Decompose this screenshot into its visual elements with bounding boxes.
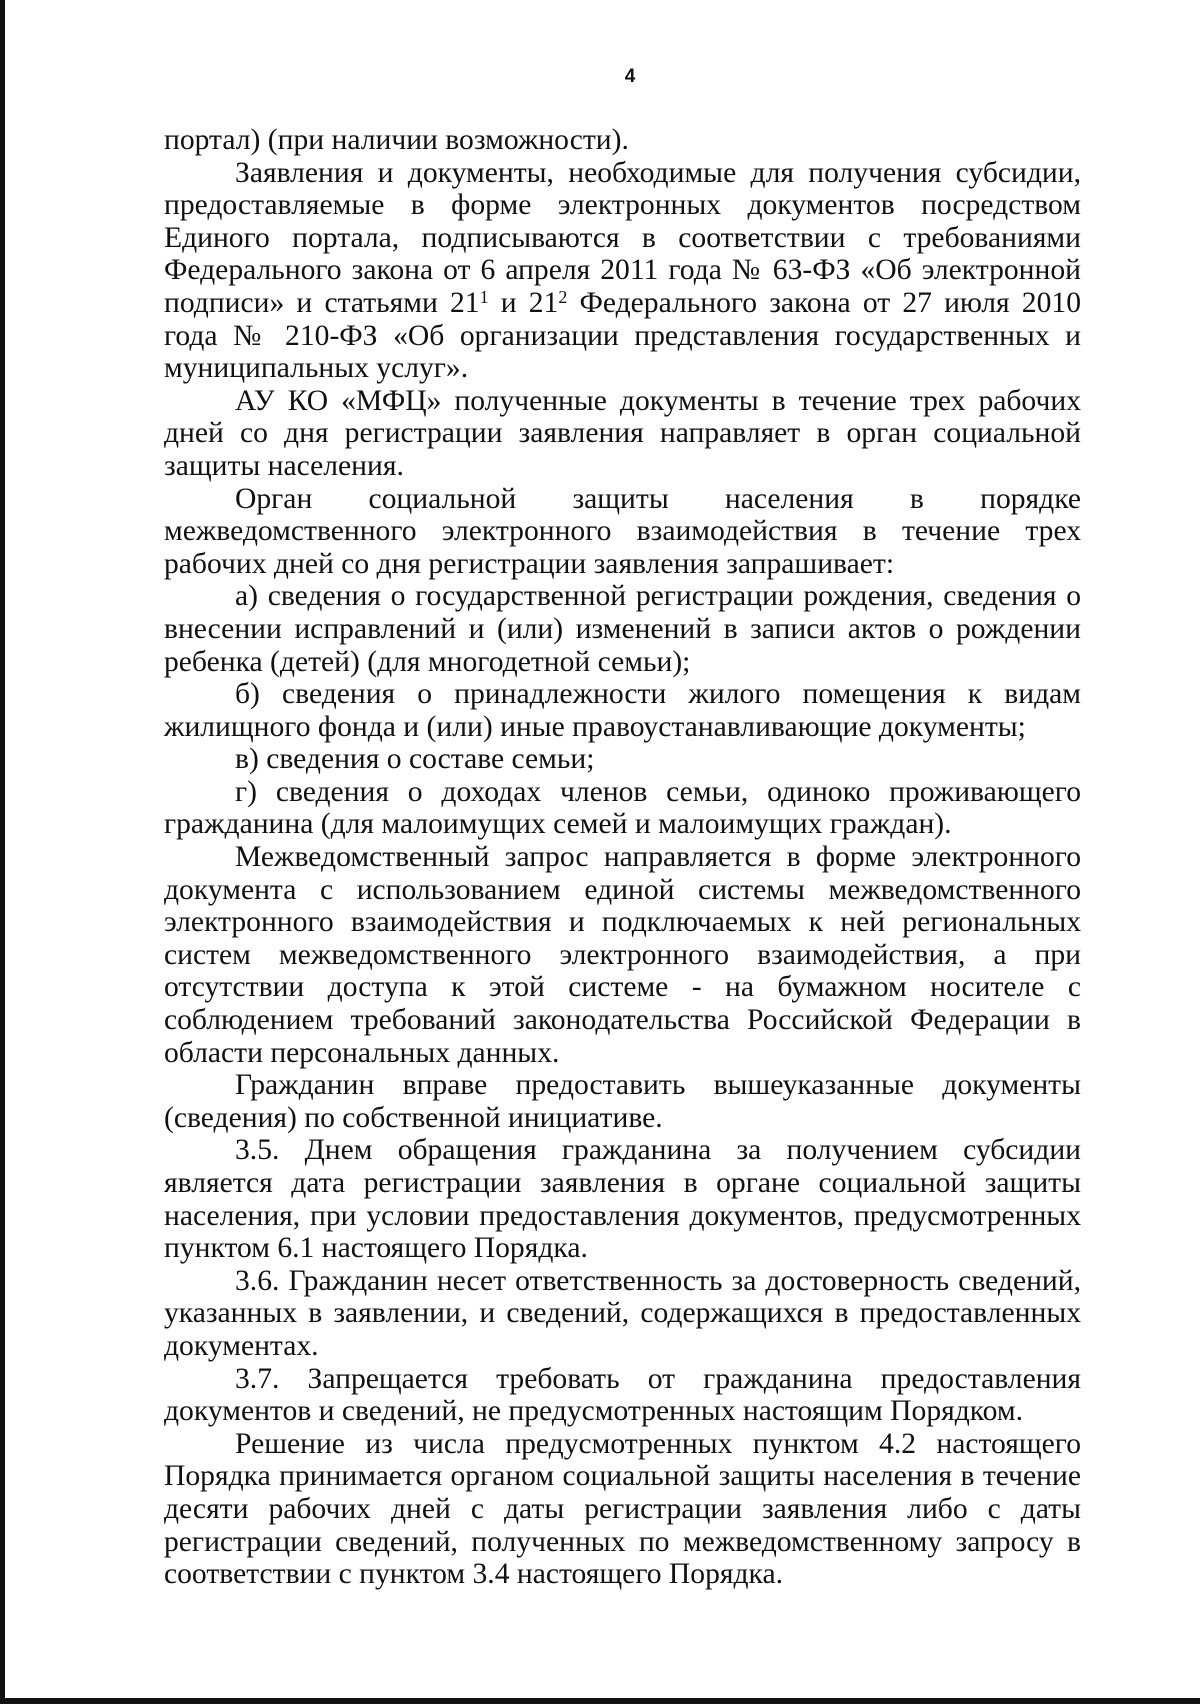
- list-item-g: г) сведения о доходах членов семьи, одиноко проживающего гражданина (для малоимущих семей и малоимущих граждан).: [164, 775, 1081, 841]
- list-item-a: а) сведения о государственной регистрации рождения, сведения о внесении исправлений и (или) изменений в записи актов о рождении ребенка (детей) (для многодетной семьи);: [164, 580, 1081, 678]
- list-item-b: б) сведения о принадлежности жилого помещения к видам жилищного фонда и (или) иные правоустанавливающие документы;: [164, 678, 1081, 743]
- paragraph-electronic-signature-end: «Об организации представления государственных и муниципальных услуг».: [164, 319, 1081, 385]
- page-number: 4: [624, 66, 636, 87]
- paragraph-own-initiative: Гражданин вправе предоставить вышеуказанные документы (сведения) по собственной инициативе.: [164, 1069, 1081, 1134]
- list-item-v: в) сведения о составе семьи;: [235, 743, 595, 776]
- paragraph-mfc: АУ КО «МФЦ» полученные документы в течение трех рабочих дней со дня регистрации заявления направляет в орган социальной защиты населения.: [164, 384, 1081, 482]
- paragraph-3-5: 3.5. Днем обращения гражданина за получением субсидии является дата регистрации заявления в органе социальной защиты населения, при условии предоставления документов, предусмотренных пунктом 6.1 настоящего Порядка.: [164, 1134, 1081, 1265]
- paragraph-electronic-signature: [164, 157, 1081, 385]
- statute-reference: статьями $21^1$ и $21^2$ Федерального закона от 27 июля 2010 года № 210-ФЗ: [164, 286, 1081, 352]
- scan-edge-left: [0, 0, 5, 1704]
- paragraph-3-6: 3.6. Гражданин несет ответственность за достоверность сведений, указанных в заявлении, и сведений, содержащихся в предоставленных документах.: [164, 1264, 1081, 1362]
- paragraph-3-7: 3.7. Запрещается требовать от гражданина предоставления документов и сведений, не предусмотренных настоящим Порядком.: [164, 1362, 1081, 1428]
- paragraph-social-protection-request: Орган социальной защиты населения в порядке межведомственного электронного взаимодействия в течение трех рабочих дней со дня регистрации заявления запрашивает:: [164, 482, 1081, 580]
- paragraph-interagency-request: Межведомственный запрос направляется в форме электронного документа с использованием единой системы межведомственного электронного взаимодействия и подключаемых к ней региональных систем межведомственного электронного взаимодействия, а при отсутствии доступа к этой системе - на бумажном носителе с соблюдением требований законодательства Российской Федерации в области персональных данных.: [164, 841, 1081, 1069]
- paragraph-decision: Решение из числа предусмотренных пунктом 4.2 настоящего Порядка принимается органом социальной защиты населения в течение десяти рабочих дней с даты регистрации заявления либо с даты регистрации сведений, полученных по межведомственному запросу в соответствии с пунктом 3.4 настоящего Порядка.: [164, 1427, 1081, 1591]
- superscript-1: 1: [479, 286, 489, 307]
- superscript-2: 2: [558, 286, 568, 307]
- scan-edge-bottom: [0, 1698, 1200, 1704]
- paragraph-electronic-signature-text: Заявления и документы, необходимые для получения субсидии, предоставляемые в форме электронных документов посредством Единого портала, подписываются в соответствии с требованиями Федерального закона от 6 апреля 2011 года № 63-ФЗ «Об электронной подписи» и: [164, 156, 1081, 319]
- document-body: [164, 124, 1081, 1591]
- paragraph-portal: портал) (при наличии возможности).: [164, 124, 629, 156]
